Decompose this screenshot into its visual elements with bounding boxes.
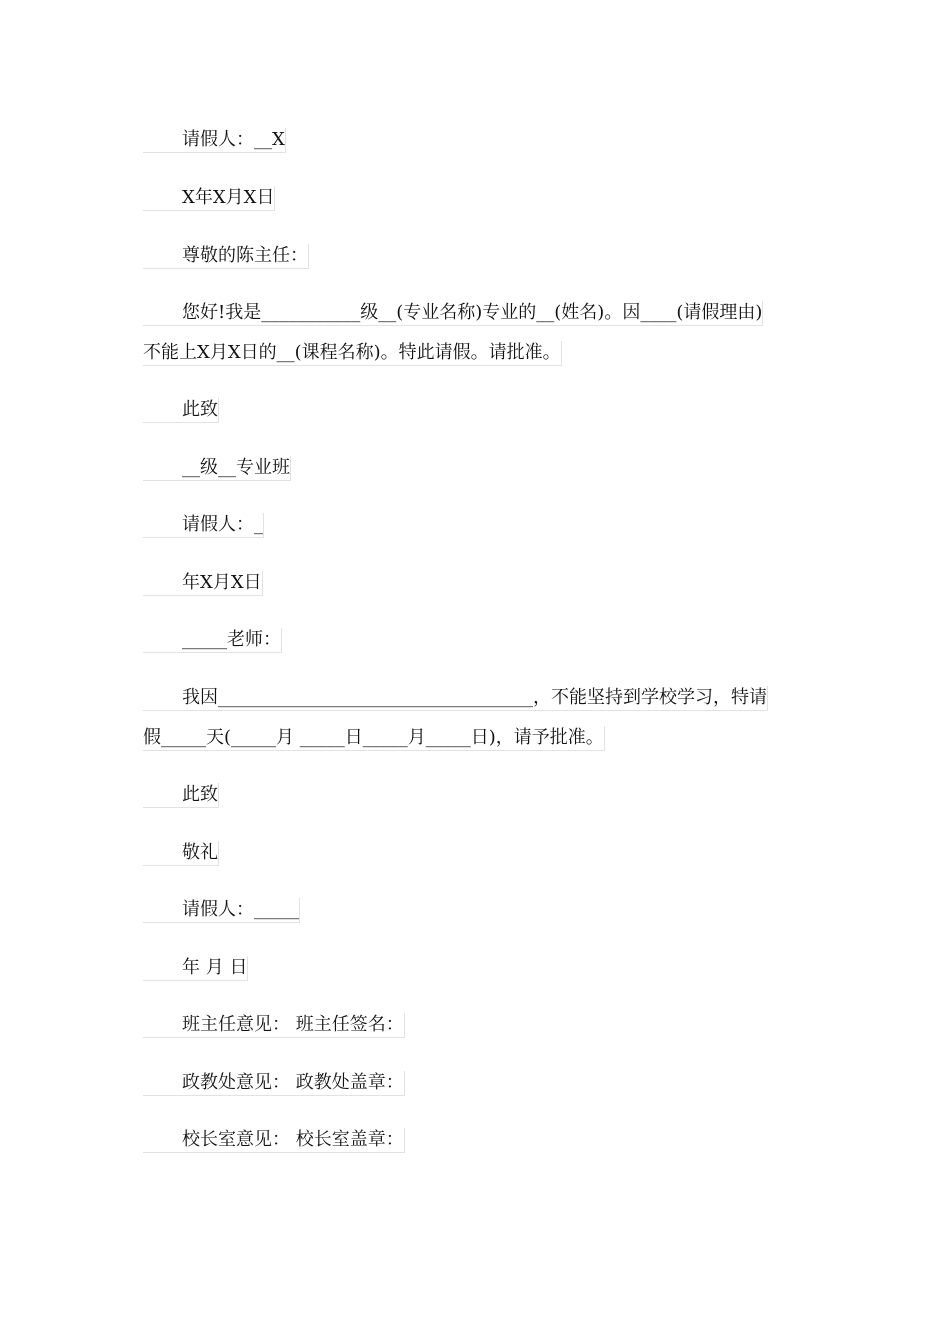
doc-line-body-2b: 假_____天(_____月 _____日_____月_____日)，请予批准。 bbox=[143, 726, 605, 751]
doc-line-closing-2: 此致 bbox=[143, 783, 219, 808]
doc-line-class-1: __级__专业班 bbox=[143, 456, 291, 481]
doc-line-date-3: 年 月 日 bbox=[143, 956, 248, 981]
doc-line-applicant-3: 请假人：_____ bbox=[143, 898, 300, 923]
doc-line-date-1: X年X月X日 bbox=[143, 186, 275, 211]
doc-line-date-2: 年X月X日 bbox=[143, 571, 263, 596]
doc-line-regards: 敬礼 bbox=[143, 841, 219, 866]
doc-line-body-1b: 不能上X月X日的__(课程名称)。特此请假。请批准。 bbox=[143, 341, 562, 366]
doc-line-principal-opinion: 校长室意见： 校长室盖章： bbox=[143, 1128, 405, 1153]
doc-line-closing-1: 此致 bbox=[143, 398, 219, 423]
doc-line-body-1a: 您好!我是___________级__(专业名称)专业的__(姓名)。因____(请假理由) bbox=[143, 301, 763, 326]
doc-line-teacher-opinion: 班主任意见： 班主任签名： bbox=[143, 1013, 405, 1038]
doc-line-office-opinion: 政教处意见： 政教处盖章： bbox=[143, 1071, 405, 1096]
doc-line-body-2a: 我因___________________________________，不能坚持到学校学习，特请 bbox=[143, 686, 768, 711]
doc-line-applicant-2: 请假人：_ bbox=[143, 513, 264, 538]
doc-line-salutation-2: _____老师： bbox=[143, 628, 282, 653]
doc-line-applicant-1: 请假人：__X bbox=[143, 128, 286, 153]
doc-line-salutation-1: 尊敬的陈主任： bbox=[143, 244, 309, 269]
